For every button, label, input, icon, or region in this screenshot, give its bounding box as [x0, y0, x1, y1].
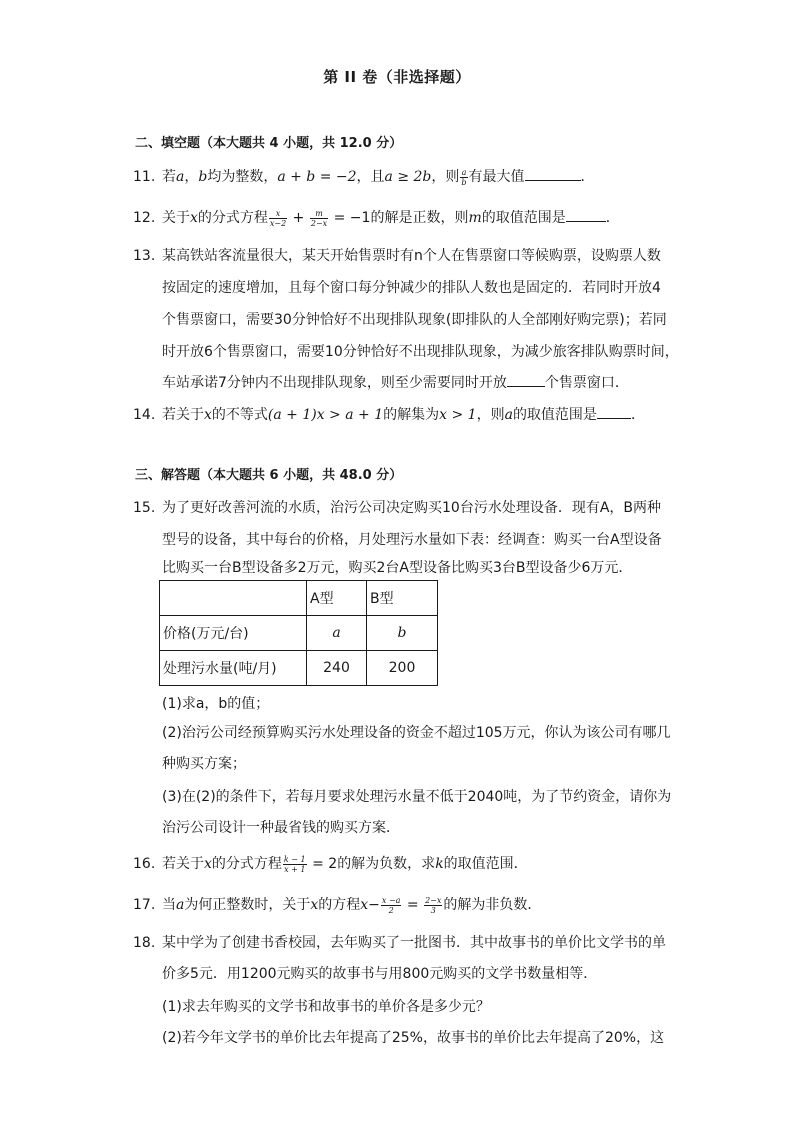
question-text: 若关于 — [162, 407, 204, 423]
question-text: 的分式方程 — [211, 856, 282, 872]
question-16 — [133, 853, 528, 874]
question-text: ． — [605, 210, 620, 226]
question-text: 的不等式 — [211, 407, 268, 423]
math-expression: a + b = −2 — [277, 169, 357, 185]
question-text: 的方程 — [318, 897, 361, 913]
question-text: ，且 — [356, 169, 385, 185]
table-header-cell: B型 — [367, 581, 438, 616]
math-operator: = — [402, 897, 424, 913]
question-text: 的解为非负数． — [443, 897, 542, 913]
question-text: 的解为负数，求 — [337, 856, 436, 872]
question-text: 车站承诺7分钟内不出现排队现象，则至少需要同时开放 — [162, 375, 507, 391]
section-fill-in-heading: 二、填空题（本大题共 4 小题，共 12.0 分） — [135, 136, 403, 151]
question-11 — [133, 166, 595, 187]
sub-question-cont: 治污公司设计一种最省钱的购买方案． — [162, 820, 400, 836]
question-number: 17. — [133, 897, 156, 913]
question-text: 为何正整数时，关于 — [184, 897, 311, 913]
math-var: a — [176, 897, 185, 913]
math-var: b — [397, 625, 407, 641]
question-number: 13. — [133, 248, 156, 264]
question-text: 个售票窗口，需要30分钟恰好不出现排队现象(即排队的人全部刚好购完票)；若同 — [162, 312, 667, 328]
question-text: 的解是正数，则 — [370, 210, 469, 226]
math-var: x — [204, 856, 212, 872]
table-cell: 处理污水量(吨/月) — [160, 651, 307, 686]
math-expression: = −1 — [329, 210, 371, 226]
math-var: x — [190, 210, 198, 226]
question-13 — [133, 245, 661, 265]
fraction: $\frac{2-x}{3}$ — [425, 895, 442, 915]
fraction: $\frac{m}{2-x}$ — [310, 208, 328, 228]
equipment-table — [159, 580, 438, 686]
question-number: 15. — [133, 500, 156, 516]
question-text: 若 — [162, 169, 176, 185]
table-cell: 价格(万元/台) — [160, 616, 307, 651]
math-var: a — [332, 625, 341, 641]
answer-blank — [566, 209, 606, 222]
math-var: a — [504, 407, 513, 423]
question-text: ， — [184, 169, 199, 185]
table-cell — [307, 616, 367, 651]
question-text: 的解集为 — [383, 407, 440, 423]
question-text: 比购买一台B型设备多2万元，购买2台A型设备比购买3台B型设备少6万元． — [162, 560, 633, 576]
question-text: 的分式方程 — [197, 210, 268, 226]
sub-question: (1)求a，b的值； — [162, 696, 270, 712]
question-text: ． — [580, 169, 595, 185]
section-answer-heading: 三、解答题（本大题共 6 小题，共 48.0 分） — [135, 468, 403, 483]
question-text: 当 — [162, 897, 176, 913]
question-text: 时开放6个售票窗口，需要10分钟恰好不出现排队现象，为减少旅客排队购票时间， — [162, 344, 679, 360]
question-text: 关于 — [162, 210, 190, 226]
math-expression: (a + 1)x > a + 1 — [267, 407, 384, 423]
fraction: $\frac{x}{x-2}$ — [269, 208, 287, 228]
question-text: 的取值范围是 — [481, 210, 566, 226]
table-row — [160, 616, 438, 651]
table-cell: 200 — [367, 651, 438, 686]
question-text: 有最大值 — [468, 169, 525, 185]
question-15 — [133, 497, 661, 517]
math-operator: − — [368, 897, 380, 913]
answer-blank — [597, 406, 631, 419]
math-operator: + — [288, 210, 309, 226]
math-expression: x > 1 — [439, 407, 477, 423]
math-var: x — [204, 407, 212, 423]
table-header-cell — [160, 581, 307, 616]
question-17 — [133, 894, 541, 915]
math-var: x — [310, 897, 319, 913]
table-cell — [367, 616, 438, 651]
question-text: 若关于 — [162, 856, 204, 872]
question-number: 16. — [133, 856, 156, 872]
question-text: ，则 — [431, 169, 460, 185]
answer-blank — [525, 168, 581, 181]
sub-question: (2)治污公司经预算购买污水处理设备的资金不超过105万元，你认为该公司有哪几 — [162, 725, 671, 741]
question-text: 价多5元．用1200元购买的故事书与用800元购买的文学书数量相等． — [162, 966, 598, 982]
question-18 — [133, 932, 666, 952]
question-text: 按固定的速度增加，且每个窗口每分钟减少的排队人数也是固定的．若同时开放4 — [162, 280, 661, 296]
sub-question: (2)若今年文学书的单价比去年提高了25%，故事书的单价比去年提高了20%，这 — [162, 1030, 665, 1046]
question-text: 某高铁站客流量很大，某天开始售票时有n个人在售票窗口等候购票，设购票人数 — [162, 248, 661, 264]
math-var: k — [435, 856, 444, 872]
math-var: x — [360, 897, 369, 913]
question-12 — [133, 207, 620, 228]
question-number: 11. — [133, 169, 156, 185]
question-text: ，则 — [476, 407, 505, 423]
question-text: ． — [630, 407, 645, 423]
answer-blank — [507, 374, 545, 387]
question-14 — [133, 404, 645, 424]
question-text: 均为整数， — [207, 169, 278, 185]
question-number: 12. — [133, 210, 156, 226]
question-number: 14. — [133, 407, 156, 423]
sub-question-cont: 种购买方案； — [162, 756, 246, 772]
question-13-last-line — [162, 372, 629, 392]
table-header-row — [160, 581, 438, 616]
question-text: 的取值范围是 — [512, 407, 597, 423]
question-text: 个售票窗口． — [544, 375, 629, 391]
math-var: b — [198, 169, 208, 185]
table-cell: 240 — [307, 651, 367, 686]
table-header-cell: A型 — [307, 581, 367, 616]
question-text: 某中学为了创建书香校园，去年购买了一批图书．其中故事书的单价比文学书的单 — [162, 935, 666, 951]
table-row — [160, 651, 438, 686]
question-number: 18. — [133, 935, 156, 951]
question-text: 型号的设备，其中每台的价格，月处理污水量如下表：经调查：购买一台A型设备 — [162, 532, 662, 548]
question-text: 为了更好改善河流的水质，治污公司决定购买10台污水处理设备．现有A，B两种 — [162, 500, 661, 516]
question-text: 的取值范围． — [443, 856, 528, 872]
math-expression: = 2 — [307, 856, 338, 872]
fraction: $\frac{k - 1}{x + 1}$ — [283, 854, 306, 874]
page-title: 第 II 卷（非选择题） — [323, 68, 471, 86]
fraction: $\frac{a}{b}$ — [461, 167, 467, 187]
math-expression: a ≥ 2b — [384, 169, 432, 185]
fraction: $\frac{x -a}{2}$ — [381, 895, 401, 915]
math-var: m — [468, 210, 482, 226]
sub-question: (3)在(2)的条件下，若每月要求处理污水量不低于2040吨，为了节约资金，请你为 — [162, 789, 672, 805]
sub-question: (1)求去年购买的文学书和故事书的单价各是多少元？ — [162, 999, 490, 1015]
math-var: a — [176, 169, 185, 185]
